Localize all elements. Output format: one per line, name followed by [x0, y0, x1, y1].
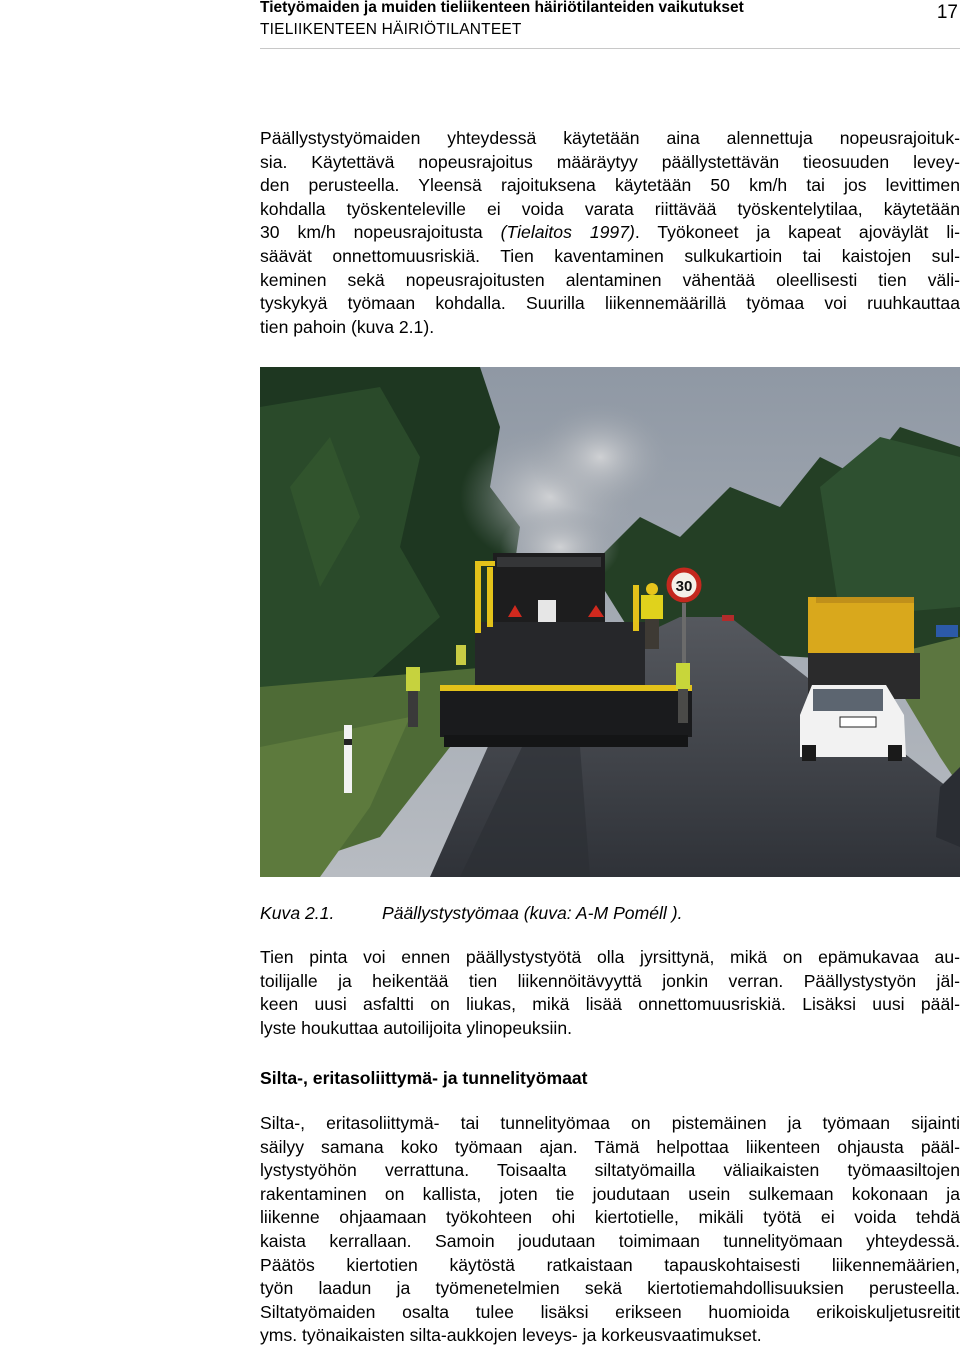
- text-line: säilyy samana koko työmaan ajan. Tämä helpottaa liikenteen ohjausta pääl-: [260, 1136, 960, 1157]
- header-subtitle: TIELIIKENTEEN HÄIRIÖTILANTEET: [260, 21, 522, 38]
- section-heading: Silta-, eritasoliittymä- ja tunnelityömaat: [260, 1068, 588, 1088]
- text-line: työn laadun ja työmenetelmien sekä kiertotiemahdollisuuksien perusteella.: [260, 1278, 960, 1299]
- header-divider: [260, 48, 960, 49]
- text-line: kaista kerrallaan. Samoin joudutaan toimimaan tunnelityömaan yhteydessä.: [260, 1230, 960, 1251]
- text-line: sia. Käytettävä nopeusrajoitus määräytyy päällystettävän tieosuuden levey-: [260, 151, 960, 172]
- header-title: Tietyömaiden ja muiden tieliikenteen häiriötilanteiden vaikutukset: [260, 0, 744, 16]
- caption-text: Päällystystyömaa (kuva: A-M Poméll ).: [382, 903, 683, 923]
- text-line: Siltatyömaiden osalta tulee lisäksi erikseen huomioida erikoiskuljetusreitit: [260, 1301, 960, 1322]
- figure-caption: [260, 903, 682, 924]
- text-line: keen uusi asfaltti on liukas, mikä lisää onnettomuusriskiä. Lisäksi uusi pääl-: [260, 994, 960, 1015]
- text-line: Silta-, eritasoliittymä- tai tunnelityömaa on pistemäinen ja työmaan sijainti: [260, 1113, 960, 1133]
- text-line: Päätös kiertotien käytöstä ratkaistaan tapauskohtaisesti liikennemäärien,: [260, 1254, 960, 1275]
- page-number: 17: [936, 2, 958, 23]
- text-line: den perusteella. Yleensä rajoituksena käytetään 50 km/h tai jos levittimen: [260, 175, 960, 196]
- text-line: rakentaminen on kallista, joten tie joudutaan usein sulkemaan kokonaan ja: [260, 1183, 960, 1204]
- text-line: lystystyöhön verrattuna. Toisaalta siltatyömailla väliaikaisten työmaasiltojen: [260, 1160, 960, 1181]
- paragraph-bridge-sites: [260, 1112, 960, 1348]
- text-line: Tien pinta voi ennen päällystystyötä olla jyrsittynä, mikä on epämukavaa au-: [260, 947, 960, 967]
- text-line: tien pahoin (kuva 2.1).: [260, 316, 435, 337]
- paragraph-speed-limits: [260, 127, 960, 339]
- text-line: tyskykyä työmaan kohdalla. Suurilla liikennemäärillä työmaa voi ruuhkauttaa: [260, 293, 960, 314]
- citation: (Tielaitos 1997): [500, 222, 635, 243]
- text-line: Päällystystyömaiden yhteydessä käytetään aina alennettuja nopeusrajoituk-: [260, 128, 960, 148]
- text-line: liikenne ohjaamaan työkohteen ohi kiertotielle, mikäli työtä ei voida tehdä: [260, 1207, 960, 1228]
- paving-site-photo: [260, 367, 960, 877]
- speed-limit-sign-text: 30: [675, 578, 693, 595]
- caption-number: Kuva 2.1.: [260, 903, 335, 923]
- text-line: yms. työnaikaisten silta-aukkojen leveys- ja korkeusvaatimukset.: [260, 1325, 762, 1346]
- text-line: toilijalle ja heikentää tien liikennöitävyyttä jonkin verran. Päällystystyön jäl-: [260, 970, 960, 991]
- paragraph-road-surface: [260, 946, 960, 1040]
- text-line: kohdalla työskenteleville ei voida varata riittävää työskentelytilaa, käytetään: [260, 198, 960, 219]
- text-line: keminen sekä nopeusrajoitusten alentaminen vähentää oleellisesti tien väli-: [260, 269, 960, 290]
- text-line: 30 km/h nopeusrajoitusta (Tielaitos 1997). Työkoneet ja kapeat ajoväylät li-: [260, 222, 960, 243]
- text-line: lyste houkuttaa autoilijoita ylinopeuksiin.: [260, 1017, 572, 1038]
- text-line: säävät onnettomuusriskiä. Tien kaventaminen sulkukartioin tai kaistojen sul-: [260, 245, 960, 266]
